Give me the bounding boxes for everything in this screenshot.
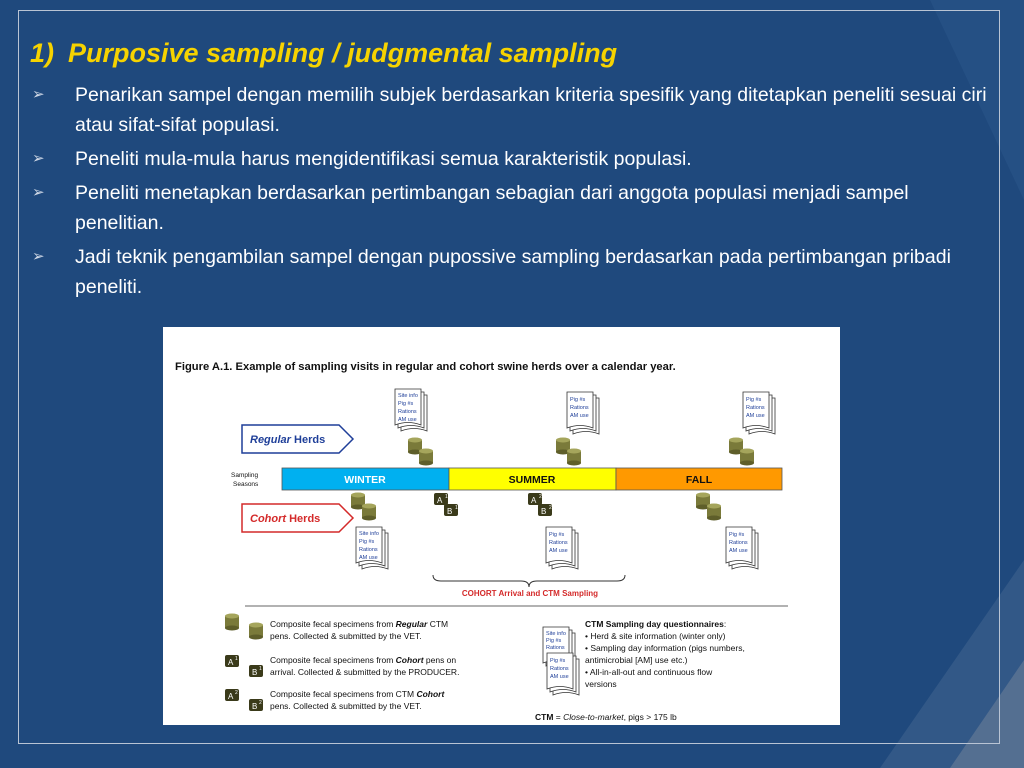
svg-text:B: B — [447, 507, 453, 516]
svg-text:Composite fecal specimens from: Composite fecal specimens from CTM Cohort — [270, 689, 445, 699]
svg-text:1: 1 — [455, 505, 458, 511]
svg-text:A: A — [228, 692, 234, 701]
bullet-item: ➢ Peneliti mula-mula harus mengidentifikasi semua karakteristik populasi. — [30, 144, 990, 174]
arrow-bullet-icon: ➢ — [32, 184, 45, 201]
svg-text:2: 2 — [235, 690, 238, 696]
svg-text:1: 1 — [445, 494, 448, 500]
arrow-bullet-icon: ➢ — [32, 86, 45, 103]
svg-text:Site infoPig #sRationsAM use: Site info Pig #s Rations AM use — [359, 531, 379, 561]
svg-text:WINTER: WINTER — [344, 474, 386, 486]
svg-text:Pig #sRationsAM use: Pig #s Rations AM use — [746, 397, 765, 419]
cohort-doc-fall — [726, 527, 758, 569]
legend-cohort-ctm — [225, 689, 445, 711]
arrow-bullet-icon: ➢ — [32, 248, 45, 265]
cohort-herds-arrow — [242, 504, 353, 532]
svg-text:• Herd & site information (win: • Herd & site information (winter only) — [585, 631, 726, 641]
regular-doc-summer — [567, 392, 599, 434]
svg-text:pens. Collected & submitted by: pens. Collected & submitted by the VET. — [270, 631, 422, 641]
title-text: Purposive sampling / judgmental sampling — [68, 38, 618, 68]
regular-doc-fall — [743, 392, 775, 434]
bullet-list — [30, 80, 990, 306]
svg-text:Pig #sRationsAM use: Pig #s Rations AM use — [729, 532, 748, 554]
svg-text:1: 1 — [235, 656, 238, 662]
cohort-doc-winter — [356, 527, 388, 569]
title-number: 1) — [30, 38, 55, 68]
regular-cylinders-winter — [408, 438, 433, 466]
bullet-item: ➢ Jadi teknik pengambilan sampel dengan pupossive sampling berdasarkan pada pertimbangan pribadi peneliti. — [30, 242, 990, 302]
regular-doc-winter — [395, 389, 427, 431]
svg-text:antimicrobial [AM] use etc.): antimicrobial [AM] use etc.) — [585, 655, 688, 665]
svg-text:B: B — [252, 702, 258, 711]
svg-text:Pig #sRationsAM use: Pig #s Rations AM use — [550, 658, 569, 680]
bullet-item: ➢ Peneliti menetapkan berdasarkan pertimbangan sebagian dari anggota populasi menjadi sampel penelitian. — [30, 178, 990, 238]
regular-cylinders-summer — [556, 438, 581, 466]
cohort-bracket — [433, 575, 625, 598]
cohort-cylinders-winter — [351, 493, 376, 521]
svg-text:• All-in-all-out and continuo: • All-in-all-out and continuous flow — [585, 667, 713, 677]
legend-cohort-arrival — [225, 655, 459, 677]
sampling-seasons-label: Sampling Seasons — [231, 472, 259, 488]
cohort-badges-summer — [528, 493, 552, 516]
questionnaire-doc-icon — [543, 627, 579, 695]
slide-title — [30, 38, 617, 69]
svg-text:2: 2 — [539, 494, 542, 500]
svg-text:• Sampling day information (pi: • Sampling day information (pigs numbers, — [585, 643, 745, 653]
svg-text:A: A — [228, 658, 234, 667]
svg-text:Regular Herds: Regular Herds — [250, 434, 326, 446]
figure-caption: Figure A.1. Example of sampling visits in regular and cohort swine herds over a calendar year. — [175, 361, 676, 373]
svg-text:Composite fecal specimens from: Composite fecal specimens from Regular CTM — [270, 619, 449, 629]
svg-text:A: A — [531, 496, 537, 505]
svg-text:2: 2 — [549, 505, 552, 511]
cohort-bracket-label: COHORT Arrival and CTM Sampling — [461, 589, 599, 598]
svg-text:Pig #sRationsAM use: Pig #s Rations AM use — [549, 532, 568, 554]
svg-text:CTM Sampling day questionnaire: CTM Sampling day questionnaires: — [585, 619, 727, 629]
cohort-doc-summer — [546, 527, 578, 569]
legend-regular — [225, 614, 448, 642]
cohort-cylinders-fall — [696, 493, 721, 521]
svg-text:Composite fecal specimens from: Composite fecal specimens from Cohort pens on — [270, 655, 457, 665]
svg-text:Site infoPig #sRations: Site info Pig #s Rations — [546, 631, 566, 651]
svg-text:versions: versions — [585, 679, 617, 689]
questionnaire-text — [585, 619, 745, 689]
svg-text:2: 2 — [259, 700, 262, 706]
season-bar — [282, 468, 782, 490]
svg-text:pens. Collected & submitted by: pens. Collected & submitted by the VET. — [270, 701, 422, 711]
sampling-figure — [163, 327, 840, 725]
svg-text:FALL: FALL — [685, 474, 713, 486]
svg-text:1: 1 — [259, 666, 262, 672]
svg-text:arrival. Collected & submitted: arrival. Collected & submitted by the PRODUCER. — [270, 667, 460, 677]
regular-cylinders-fall — [729, 438, 754, 466]
svg-text:B: B — [541, 507, 547, 516]
svg-text:A: A — [437, 496, 443, 505]
svg-text:Cohort Herds: Cohort Herds — [250, 513, 321, 525]
svg-text:Pig #sRationsAM use: Pig #s Rations AM use — [570, 397, 589, 419]
svg-text:SUMMER: SUMMER — [508, 474, 556, 486]
cohort-badges-winter — [434, 493, 458, 516]
arrow-bullet-icon: ➢ — [32, 150, 45, 167]
svg-text:Site infoPig #sRationsAM use: Site info Pig #s Rations AM use — [398, 393, 418, 423]
regular-herds-arrow — [242, 425, 353, 453]
svg-text:B: B — [252, 668, 258, 677]
ctm-note: CTM = Close-to-market, pigs > 175 lb — [535, 712, 677, 722]
bullet-item: ➢ Penarikan sampel dengan memilih subjek berdasarkan kriteria spesifik yang ditetapkan peneliti sesuai ciri atau sifat-sifat populasi. — [30, 80, 990, 140]
